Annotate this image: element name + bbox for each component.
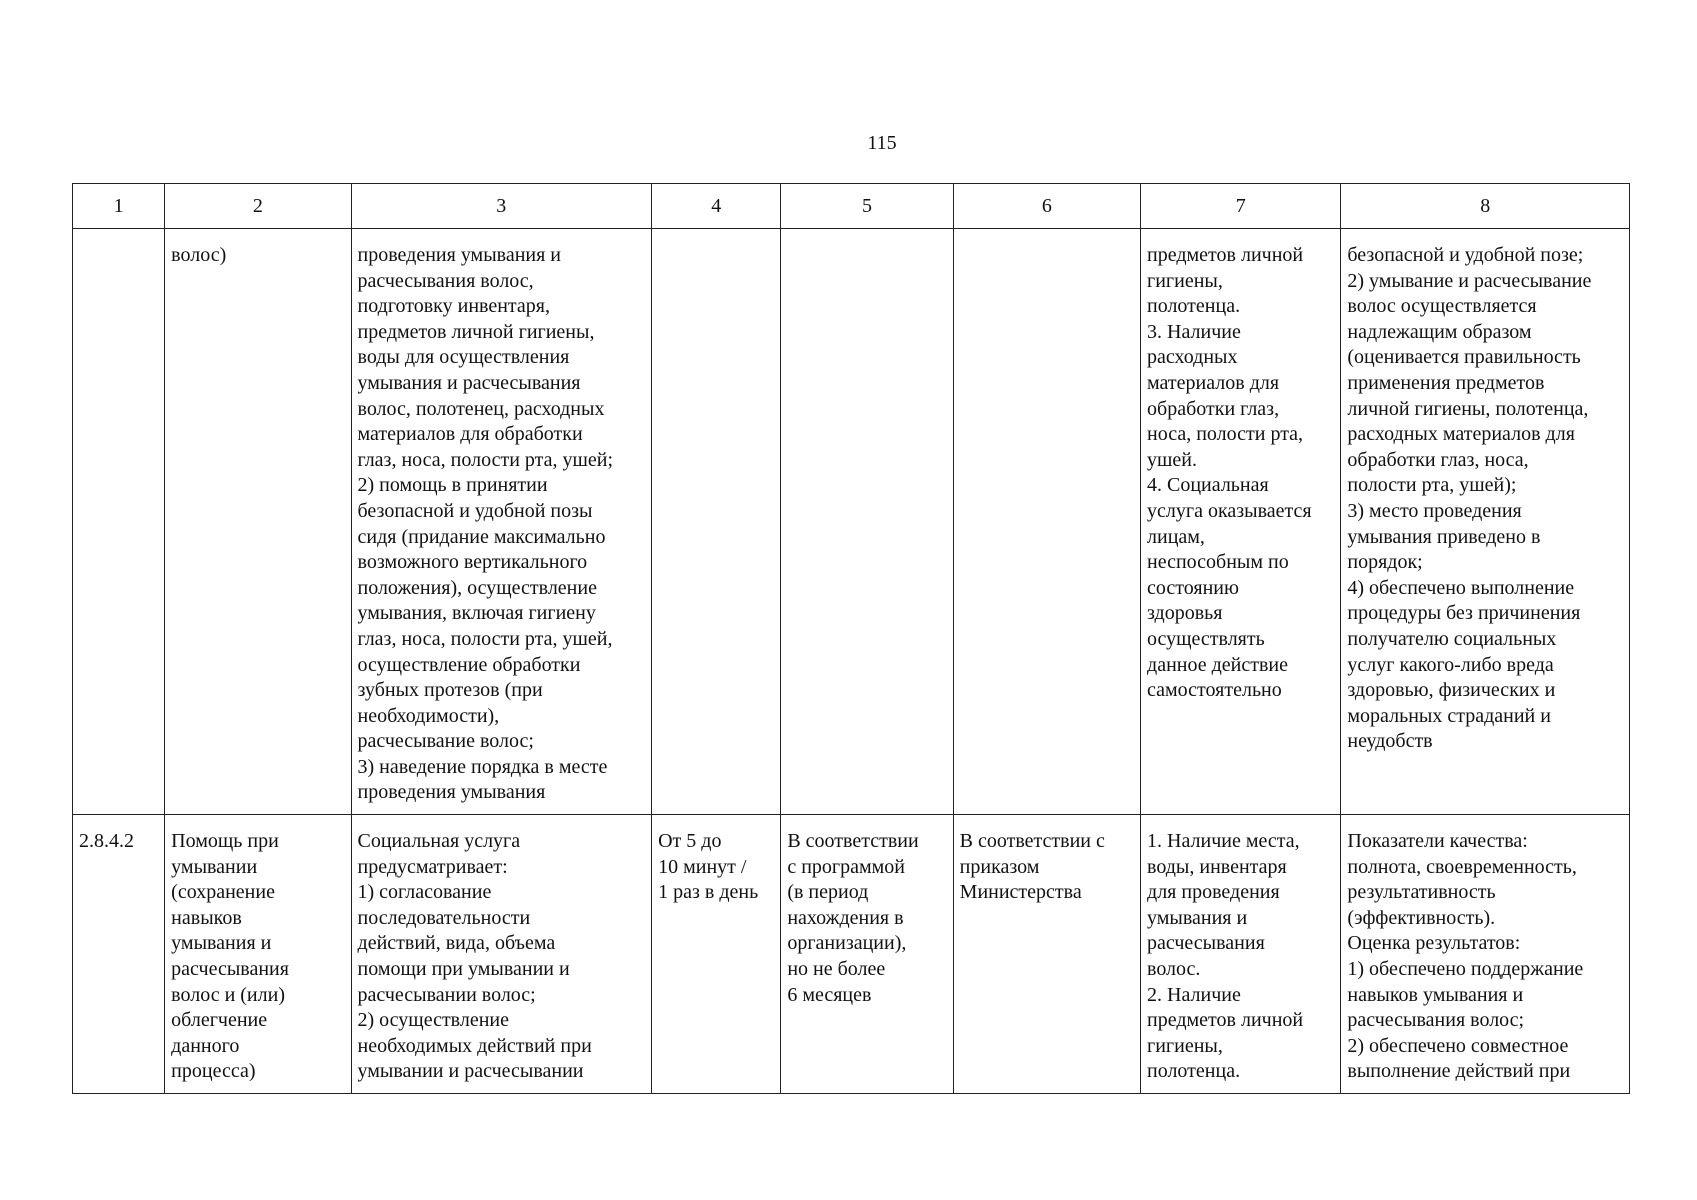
cell-text-line: безопасной и удобной позы bbox=[357, 499, 593, 522]
cell-text-line: волос. bbox=[1147, 958, 1201, 981]
cell-text-line: полости рта, ушей); bbox=[1347, 474, 1517, 497]
cell-text-line: В соответствии bbox=[787, 830, 919, 853]
cell-text-line: 2) обеспечено совместное bbox=[1347, 1034, 1569, 1057]
cell-text-line: материалов для обработки bbox=[357, 423, 583, 446]
cell-text-line: умывания приведено в bbox=[1347, 525, 1541, 548]
cell-text-line: процесса) bbox=[171, 1060, 256, 1083]
cell-text-line: 2) умывание и расчесывание bbox=[1347, 269, 1592, 292]
cell-text-line: данного bbox=[171, 1034, 240, 1057]
cell-text-line: предметов личной bbox=[1147, 1009, 1304, 1032]
cell-text-line: расходных bbox=[1147, 346, 1238, 369]
cell-text-line: Оценка результатов: bbox=[1347, 932, 1521, 955]
cell-text-line: услуга оказывается bbox=[1147, 499, 1312, 522]
cell-text-line: навыков bbox=[171, 906, 242, 929]
header-cell: 7 bbox=[1141, 184, 1341, 229]
cell-text-line: помощи при умывании и bbox=[357, 958, 570, 981]
table-cell bbox=[1141, 815, 1341, 1094]
table-header-row bbox=[73, 184, 1630, 229]
cell-text-line: носа, полости рта, bbox=[1147, 423, 1304, 446]
cell-text-line: Социальная услуга bbox=[357, 830, 521, 853]
cell-text-line: волос и (или) bbox=[171, 983, 285, 1006]
cell-text-line: выполнение действий при bbox=[1347, 1060, 1571, 1083]
services-table bbox=[72, 183, 1630, 1094]
table-cell bbox=[1341, 229, 1630, 815]
table-cell bbox=[1341, 815, 1630, 1094]
cell-text-line: проведения умывания bbox=[357, 781, 546, 804]
cell-text-line: 3) наведение порядка в месте bbox=[357, 755, 608, 778]
cell-text-line: расчесывания волос; bbox=[1347, 1009, 1525, 1032]
cell-text-line: данное действие bbox=[1147, 653, 1288, 676]
cell-text-line: порядок; bbox=[1347, 551, 1423, 574]
cell-text-line: гигиены, bbox=[1147, 269, 1223, 292]
cell-text-line: волос осуществляется bbox=[1347, 295, 1537, 318]
cell-text-line: предусматривает: bbox=[357, 855, 508, 878]
cell-text-line: полотенца. bbox=[1147, 1060, 1241, 1083]
cell-text-line: предметов личной гигиены, bbox=[357, 320, 595, 343]
cell-text-line: здоровью, физических и bbox=[1347, 679, 1556, 702]
cell-text-line: 3) место проведения bbox=[1347, 499, 1522, 522]
cell-text-line: необходимых действий при bbox=[357, 1034, 592, 1057]
cell-text-line: проведения умывания и bbox=[357, 244, 562, 266]
cell-text-line: гигиены, bbox=[1147, 1034, 1223, 1057]
cell-text-line: От 5 до bbox=[658, 830, 722, 853]
cell-text-line: возможного вертикального bbox=[357, 551, 588, 574]
table-row bbox=[73, 815, 1630, 1094]
cell-text-line: 1 раз в день bbox=[658, 881, 759, 904]
cell-text-line: расчесывании волос; bbox=[357, 983, 536, 1006]
cell-text-line: услуг какого-либо вреда bbox=[1347, 653, 1554, 676]
cell-text-line: умывания и расчесывания bbox=[357, 371, 581, 394]
cell-text-line: для проведения bbox=[1147, 881, 1280, 904]
cell-text-line: неудобств bbox=[1347, 730, 1433, 753]
cell-text-line: полотенца. bbox=[1147, 295, 1241, 318]
cell-text-line: предметов личной bbox=[1147, 244, 1304, 266]
cell-text-line: умывании и расчесывании bbox=[357, 1060, 584, 1083]
table-cell bbox=[73, 229, 165, 815]
cell-text-line: Показатели качества: bbox=[1347, 830, 1528, 853]
cell-text-line: умывания и bbox=[171, 932, 272, 955]
cell-text-line: Министерства bbox=[959, 881, 1082, 904]
cell-text-line: расходных материалов для bbox=[1347, 423, 1575, 446]
cell-text-line: 2. Наличие bbox=[1147, 983, 1241, 1006]
cell-text-line: осуществление обработки bbox=[357, 653, 581, 676]
table-cell bbox=[351, 815, 652, 1094]
cell-text-line: обработки глаз, носа, bbox=[1347, 448, 1529, 471]
cell-text-line: умывания, включая гигиену bbox=[357, 602, 596, 625]
cell-text-line: расчесывания bbox=[1147, 932, 1265, 955]
cell-text-line: 10 минут / bbox=[658, 855, 747, 878]
header-cell: 4 bbox=[652, 184, 781, 229]
cell-text-line: подготовку инвентаря, bbox=[357, 295, 550, 318]
cell-text-line: 2) осуществление bbox=[357, 1009, 509, 1032]
cell-text-line: нахождения в bbox=[787, 906, 904, 929]
cell-text-line: последовательности bbox=[357, 906, 531, 929]
table-cell bbox=[1141, 229, 1341, 815]
cell-text-line: 1) согласование bbox=[357, 881, 492, 904]
cell-text-line: воды, инвентаря bbox=[1147, 855, 1287, 878]
cell-text-line: осуществлять bbox=[1147, 627, 1265, 650]
cell-text-line: облегчение bbox=[171, 1009, 268, 1032]
cell-text-line: надлежащим образом bbox=[1347, 320, 1532, 343]
table-cell bbox=[781, 815, 953, 1094]
cell-text-line: (эффективность). bbox=[1347, 906, 1496, 929]
table-cell bbox=[781, 229, 953, 815]
table-cell bbox=[73, 815, 165, 1094]
cell-text-line: безопасной и удобной позе; bbox=[1347, 244, 1584, 266]
cell-text-line: 2.8.4.2 bbox=[79, 830, 134, 853]
cell-text-line: организации), bbox=[787, 932, 907, 955]
cell-text-line: 4) обеспечено выполнение bbox=[1347, 576, 1575, 599]
cell-text-line: результативность bbox=[1347, 881, 1496, 904]
table-cell bbox=[652, 815, 781, 1094]
cell-text-line: обработки глаз, bbox=[1147, 397, 1280, 420]
cell-text-line: зубных протезов (при bbox=[357, 679, 543, 702]
table-cell bbox=[351, 229, 652, 815]
cell-text-line: применения предметов bbox=[1347, 371, 1545, 394]
cell-text-line: процедуры без причинения bbox=[1347, 602, 1581, 625]
table-cell bbox=[165, 815, 351, 1094]
cell-text-line: лицам, bbox=[1147, 525, 1205, 548]
cell-text-line: но не более bbox=[787, 958, 886, 981]
cell-text-line: неспособным по bbox=[1147, 551, 1289, 574]
table-cell bbox=[953, 229, 1140, 815]
header-cell: 2 bbox=[165, 184, 351, 229]
header-cell: 8 bbox=[1341, 184, 1630, 229]
cell-text-line: 1. Наличие места, bbox=[1147, 830, 1300, 853]
cell-text-line: материалов для bbox=[1147, 371, 1280, 394]
cell-text-line: В соответствии с bbox=[959, 830, 1105, 853]
cell-text-line: 3. Наличие bbox=[1147, 320, 1241, 343]
cell-text-line: приказом bbox=[959, 855, 1040, 878]
cell-text-line: навыков умывания и bbox=[1347, 983, 1524, 1006]
cell-text-line: (сохранение bbox=[171, 881, 275, 904]
cell-text-line: Помощь при bbox=[171, 830, 279, 853]
cell-text-line: с программой bbox=[787, 855, 906, 878]
cell-text-line: необходимости), bbox=[357, 704, 500, 727]
cell-text-line: волос) bbox=[171, 244, 227, 266]
header-cell: 5 bbox=[781, 184, 953, 229]
cell-text-line: глаз, носа, полости рта, ушей; bbox=[357, 448, 614, 471]
cell-text-line: 1) обеспечено поддержание bbox=[1347, 958, 1584, 981]
table-cell bbox=[652, 229, 781, 815]
cell-text-line: положения), осуществление bbox=[357, 576, 597, 599]
cell-text-line: личной гигиены, полотенца, bbox=[1347, 397, 1589, 420]
cell-text-line: 4. Социальная bbox=[1147, 474, 1269, 497]
cell-text-line: умывания и bbox=[1147, 906, 1248, 929]
cell-text-line: самостоятельно bbox=[1147, 679, 1282, 702]
cell-text-line: расчесывания волос, bbox=[357, 269, 534, 292]
cell-text-line: сидя (придание максимально bbox=[357, 525, 606, 548]
cell-text-line: воды для осуществления bbox=[357, 346, 570, 369]
cell-text-line: умывании bbox=[171, 855, 258, 878]
header-cell: 1 bbox=[73, 184, 165, 229]
cell-text-line: волос, полотенец, расходных bbox=[357, 397, 605, 420]
header-cell: 3 bbox=[351, 184, 652, 229]
cell-text-line: (оценивается правильность bbox=[1347, 346, 1581, 369]
header-cell: 6 bbox=[953, 184, 1140, 229]
cell-text-line: (в период bbox=[787, 881, 869, 904]
cell-text-line: действий, вида, объема bbox=[357, 932, 556, 955]
cell-text-line: ушей. bbox=[1147, 448, 1197, 471]
cell-text-line: полнота, своевременность, bbox=[1347, 855, 1577, 878]
cell-text-line: состоянию bbox=[1147, 576, 1239, 599]
table-cell bbox=[953, 815, 1140, 1094]
cell-text-line: 6 месяцев bbox=[787, 983, 872, 1006]
cell-text-line: здоровья bbox=[1147, 602, 1223, 625]
cell-text-line: моральных страданий и bbox=[1347, 704, 1551, 727]
cell-text-line: расчесывание волос; bbox=[357, 730, 534, 753]
table-row bbox=[73, 229, 1630, 815]
table-cell bbox=[165, 229, 351, 815]
cell-text-line: 2) помощь в принятии bbox=[357, 474, 548, 497]
cell-text-line: расчесывания bbox=[171, 958, 289, 981]
cell-text-line: получателю социальных bbox=[1347, 627, 1557, 650]
page-number: 115 bbox=[867, 132, 897, 154]
cell-text-line: глаз, носа, полости рта, ушей, bbox=[357, 627, 613, 650]
